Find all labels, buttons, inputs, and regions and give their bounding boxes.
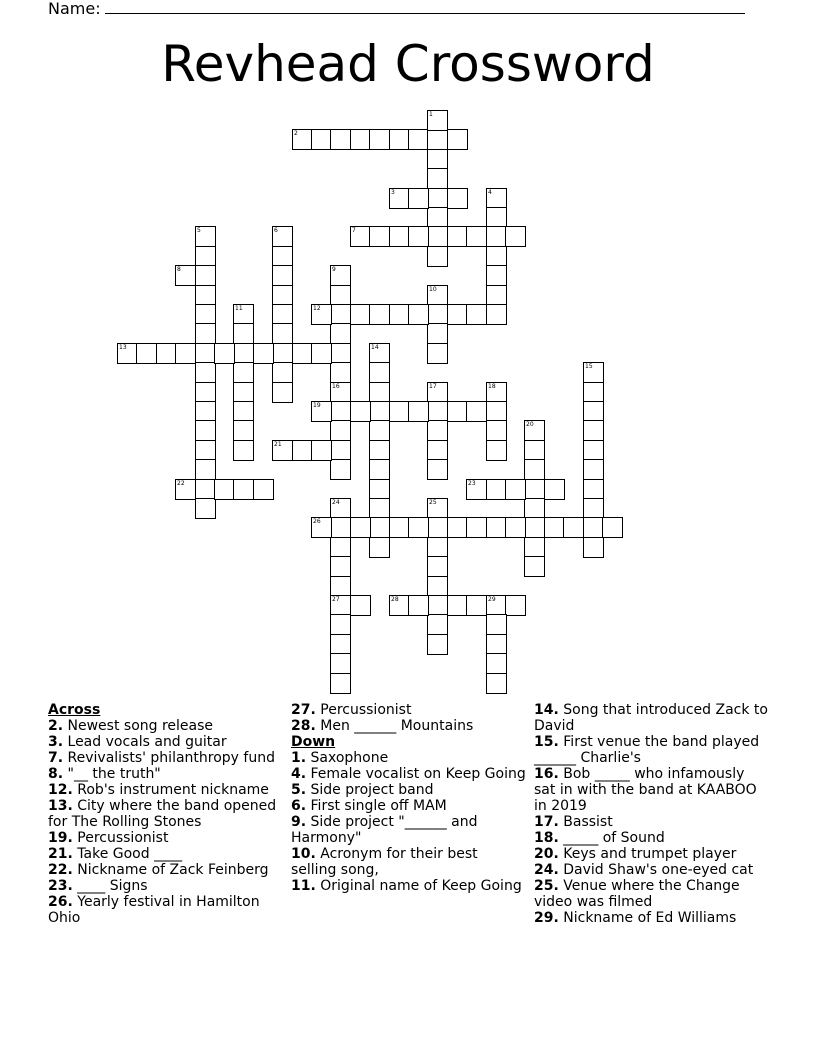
grid-cell[interactable] — [427, 304, 448, 325]
grid-cell[interactable] — [330, 673, 351, 694]
grid-cell[interactable] — [292, 343, 313, 364]
grid-cell[interactable] — [466, 226, 487, 247]
grid-cell[interactable] — [427, 188, 448, 209]
grid-cell[interactable] — [330, 556, 351, 577]
grid-cell[interactable] — [447, 304, 468, 325]
cell-number: 27 — [332, 596, 340, 603]
grid-cell[interactable] — [389, 517, 410, 538]
grid-cell[interactable] — [427, 382, 448, 403]
grid-cell[interactable] — [369, 401, 390, 422]
grid-cell[interactable] — [505, 226, 526, 247]
grid-cell[interactable] — [195, 226, 216, 247]
grid-cell[interactable] — [272, 265, 293, 286]
grid-cell[interactable] — [486, 246, 507, 267]
grid-cell[interactable] — [195, 265, 216, 286]
grid-cell[interactable] — [427, 343, 448, 364]
grid-cell[interactable] — [330, 653, 351, 674]
cell-number: 13 — [119, 344, 127, 351]
cell-number: 25 — [429, 499, 437, 506]
grid-cell[interactable] — [330, 362, 351, 383]
grid-cell[interactable] — [253, 343, 274, 364]
grid-cell[interactable] — [117, 343, 138, 364]
cell-number: 18 — [488, 383, 496, 390]
grid-cell[interactable] — [214, 343, 235, 364]
grid-cell[interactable] — [427, 110, 448, 131]
grid-cell[interactable] — [330, 401, 351, 422]
grid-cell[interactable] — [427, 149, 448, 170]
cell-number: 16 — [332, 383, 340, 390]
grid-cell[interactable] — [583, 420, 604, 441]
grid-cell[interactable] — [447, 188, 468, 209]
clue-down-10: 10. Acronym for their best selling song, — [291, 846, 478, 878]
grid-cell[interactable] — [350, 226, 371, 247]
grid-cell[interactable] — [486, 304, 507, 325]
grid-cell[interactable] — [330, 634, 351, 655]
clue-down-17: 17. Bassist — [534, 814, 613, 830]
clue-across-27: 27. Percussionist — [291, 702, 412, 718]
grid-cell[interactable] — [253, 479, 274, 500]
cell-number: 2 — [294, 130, 298, 137]
clue-down-5: 5. Side project band — [291, 782, 434, 798]
grid-cell[interactable] — [369, 382, 390, 403]
grid-cell[interactable] — [602, 517, 623, 538]
grid-cell[interactable] — [447, 226, 468, 247]
grid-cell[interactable] — [466, 304, 487, 325]
grid-cell[interactable] — [195, 382, 216, 403]
grid-cell[interactable] — [583, 382, 604, 403]
grid-cell[interactable] — [195, 343, 216, 364]
grid-cell[interactable] — [272, 343, 293, 364]
grid-cell[interactable] — [195, 285, 216, 306]
grid-cell[interactable] — [330, 595, 351, 616]
grid-cell[interactable] — [389, 129, 410, 150]
grid-cell[interactable] — [544, 479, 565, 500]
clue-across-3: 3. Lead vocals and guitar — [48, 734, 227, 750]
grid-cell[interactable] — [195, 498, 216, 519]
grid-cell[interactable] — [136, 343, 157, 364]
clue-down-16: 16. Bob _____ who infamously sat in with the band at KAABOO in 2019 — [534, 766, 757, 814]
grid-cell[interactable] — [272, 382, 293, 403]
clue-across-28: 28. Men ______ Mountains — [291, 718, 474, 734]
cell-number: 4 — [488, 189, 492, 196]
grid-cell[interactable] — [330, 576, 351, 597]
grid-cell[interactable] — [427, 576, 448, 597]
grid-cell[interactable] — [272, 226, 293, 247]
grid-cell[interactable] — [175, 479, 196, 500]
clue-across-21: 21. Take Good ____ — [48, 846, 183, 862]
grid-cell[interactable] — [427, 634, 448, 655]
clue-down-14: 14. Song that introduced Zack to David — [534, 702, 768, 734]
clue-down-6: 6. First single off MAM — [291, 798, 447, 814]
grid-cell[interactable] — [233, 420, 254, 441]
grid-cell[interactable] — [486, 265, 507, 286]
down-heading: Down — [291, 734, 336, 750]
grid-cell[interactable] — [369, 226, 390, 247]
grid-cell[interactable] — [369, 517, 390, 538]
grid-cell[interactable] — [195, 440, 216, 461]
clue-down-20: 20. Keys and trumpet player — [534, 846, 737, 862]
clue-across-7: 7. Revivalists' philanthropy fund — [48, 750, 275, 766]
clue-down-11: 11. Original name of Keep Going — [291, 878, 522, 894]
grid-cell[interactable] — [486, 673, 507, 694]
grid-cell[interactable] — [583, 498, 604, 519]
grid-cell[interactable] — [427, 498, 448, 519]
grid-cell[interactable] — [408, 188, 429, 209]
grid-cell[interactable] — [330, 129, 351, 150]
grid-cell[interactable] — [427, 285, 448, 306]
grid-cell[interactable] — [330, 459, 351, 480]
grid-cell[interactable] — [544, 517, 565, 538]
grid-cell[interactable] — [408, 595, 429, 616]
grid-cell[interactable] — [311, 517, 332, 538]
grid-cell[interactable] — [447, 517, 468, 538]
grid-cell[interactable] — [330, 420, 351, 441]
grid-cell[interactable] — [233, 362, 254, 383]
grid-cell[interactable] — [272, 304, 293, 325]
grid-cell[interactable] — [195, 479, 216, 500]
grid-cell[interactable] — [330, 265, 351, 286]
clue-across-2: 2. Newest song release — [48, 718, 214, 734]
grid-cell[interactable] — [389, 401, 410, 422]
grid-cell[interactable] — [195, 304, 216, 325]
grid-cell[interactable] — [408, 401, 429, 422]
grid-cell[interactable] — [505, 517, 526, 538]
clue-column-2 — [291, 702, 527, 894]
grid-cell[interactable] — [292, 129, 313, 150]
grid-cell[interactable] — [583, 517, 604, 538]
grid-cell[interactable] — [272, 285, 293, 306]
grid-cell[interactable] — [311, 401, 332, 422]
grid-cell[interactable] — [175, 343, 196, 364]
grid-cell[interactable] — [427, 246, 448, 267]
grid-cell[interactable] — [427, 595, 448, 616]
grid-cell[interactable] — [427, 459, 448, 480]
grid-cell[interactable] — [272, 246, 293, 267]
grid-cell[interactable] — [350, 304, 371, 325]
grid-cell[interactable] — [233, 440, 254, 461]
grid-cell[interactable] — [330, 614, 351, 635]
grid-cell[interactable] — [486, 226, 507, 247]
cell-number: 11 — [235, 305, 243, 312]
clue-across-8: 8. "__ the truth" — [48, 766, 161, 782]
grid-cell[interactable] — [486, 479, 507, 500]
grid-cell[interactable] — [195, 401, 216, 422]
grid-cell[interactable] — [330, 343, 351, 364]
grid-cell[interactable] — [175, 265, 196, 286]
grid-cell[interactable] — [427, 614, 448, 635]
grid-cell[interactable] — [350, 401, 371, 422]
grid-cell[interactable] — [466, 479, 487, 500]
grid-cell[interactable] — [330, 304, 351, 325]
cell-number: 22 — [177, 480, 185, 487]
grid-cell[interactable] — [233, 401, 254, 422]
grid-cell[interactable] — [427, 129, 448, 150]
grid-cell[interactable] — [369, 343, 390, 364]
grid-cell[interactable] — [389, 226, 410, 247]
grid-cell[interactable] — [330, 498, 351, 519]
clue-across-22: 22. Nickname of Zack Feinberg — [48, 862, 269, 878]
grid-cell[interactable] — [408, 226, 429, 247]
grid-cell[interactable] — [233, 479, 254, 500]
grid-cell[interactable] — [350, 129, 371, 150]
grid-cell[interactable] — [466, 517, 487, 538]
grid-cell[interactable] — [330, 323, 351, 344]
grid-cell[interactable] — [447, 595, 468, 616]
grid-cell[interactable] — [195, 459, 216, 480]
clue-column-3 — [534, 702, 770, 926]
grid-cell[interactable] — [466, 595, 487, 616]
grid-cell[interactable] — [330, 537, 351, 558]
grid-cell[interactable] — [524, 556, 545, 577]
grid-cell[interactable] — [524, 498, 545, 519]
clue-down-29: 29. Nickname of Ed Williams — [534, 910, 737, 926]
cell-number: 14 — [371, 344, 379, 351]
grid-cell[interactable] — [447, 401, 468, 422]
clue-down-1: 1. Saxophone — [291, 750, 389, 766]
cell-number: 3 — [391, 189, 395, 196]
grid-cell[interactable] — [408, 129, 429, 150]
grid-cell[interactable] — [486, 207, 507, 228]
grid-cell[interactable] — [389, 304, 410, 325]
grid-cell[interactable] — [195, 362, 216, 383]
grid-cell[interactable] — [486, 517, 507, 538]
grid-cell[interactable] — [233, 304, 254, 325]
cell-number: 9 — [332, 266, 336, 273]
cell-number: 21 — [274, 441, 282, 448]
grid-cell[interactable] — [233, 343, 254, 364]
cell-number: 5 — [197, 227, 201, 234]
clue-across-12: 12. Rob's instrument nickname — [48, 782, 269, 798]
grid-cell[interactable] — [311, 343, 332, 364]
grid-cell[interactable] — [369, 420, 390, 441]
grid-cell[interactable] — [583, 362, 604, 383]
cell-number: 8 — [177, 266, 181, 273]
grid-cell[interactable] — [486, 653, 507, 674]
cell-number: 1 — [429, 111, 433, 118]
grid-cell[interactable] — [486, 401, 507, 422]
grid-cell[interactable] — [583, 459, 604, 480]
grid-cell[interactable] — [369, 304, 390, 325]
cell-number: 29 — [488, 596, 496, 603]
clue-column-1 — [48, 702, 284, 926]
name-underline[interactable] — [105, 0, 745, 14]
grid-cell[interactable] — [427, 168, 448, 189]
grid-cell[interactable] — [486, 285, 507, 306]
grid-cell[interactable] — [427, 537, 448, 558]
clue-down-18: 18. _____ of Sound — [534, 830, 665, 846]
grid-cell[interactable] — [350, 517, 371, 538]
grid-cell[interactable] — [427, 556, 448, 577]
grid-cell[interactable] — [311, 304, 332, 325]
grid-cell[interactable] — [524, 479, 545, 500]
cell-number: 20 — [526, 421, 534, 428]
grid-cell[interactable] — [524, 420, 545, 441]
cell-number: 7 — [352, 227, 356, 234]
clue-across-23: 23. ____ Signs — [48, 878, 148, 894]
grid-cell[interactable] — [583, 440, 604, 461]
cell-number: 6 — [274, 227, 278, 234]
grid-cell[interactable] — [292, 440, 313, 461]
grid-cell[interactable] — [505, 479, 526, 500]
grid-cell[interactable] — [330, 440, 351, 461]
grid-cell[interactable] — [195, 246, 216, 267]
grid-cell[interactable] — [524, 440, 545, 461]
cell-number: 19 — [313, 402, 321, 409]
grid-cell[interactable] — [195, 323, 216, 344]
clue-across-13: 13. City where the band opened for The Rolling Stones — [48, 798, 277, 830]
clue-down-25: 25. Venue where the Change video was filmed — [534, 878, 740, 910]
grid-cell[interactable] — [563, 517, 584, 538]
cell-number: 12 — [313, 305, 321, 312]
grid-cell[interactable] — [486, 595, 507, 616]
name-field — [48, 0, 745, 18]
grid-cell[interactable] — [447, 129, 468, 150]
grid-cell[interactable] — [505, 595, 526, 616]
grid-cell[interactable] — [369, 498, 390, 519]
grid-cell[interactable] — [486, 420, 507, 441]
grid-cell[interactable] — [330, 382, 351, 403]
grid-cell[interactable] — [233, 382, 254, 403]
grid-cell[interactable] — [486, 440, 507, 461]
across-heading: Across — [48, 702, 101, 718]
grid-cell[interactable] — [408, 517, 429, 538]
grid-cell[interactable] — [427, 323, 448, 344]
grid-cell[interactable] — [369, 362, 390, 383]
clue-down-9: 9. Side project "______ and Harmony" — [291, 814, 478, 846]
grid-cell[interactable] — [486, 188, 507, 209]
grid-cell[interactable] — [486, 634, 507, 655]
clue-across-19: 19. Percussionist — [48, 830, 169, 846]
clue-across-26: 26. Yearly festival in Hamilton Ohio — [48, 894, 260, 926]
clue-down-24: 24. David Shaw's one-eyed cat — [534, 862, 754, 878]
name-label: Name: — [48, 0, 101, 18]
grid-cell[interactable] — [408, 304, 429, 325]
grid-cell[interactable] — [583, 401, 604, 422]
grid-cell[interactable] — [330, 517, 351, 538]
clue-down-15: 15. First venue the band played ______ Charlie's — [534, 734, 760, 766]
grid-cell[interactable] — [214, 479, 235, 500]
grid-cell[interactable] — [272, 323, 293, 344]
grid-cell[interactable] — [524, 459, 545, 480]
grid-cell[interactable] — [156, 343, 177, 364]
grid-cell[interactable] — [427, 517, 448, 538]
cell-number: 26 — [313, 518, 321, 525]
grid-cell[interactable] — [524, 517, 545, 538]
grid-cell[interactable] — [330, 285, 351, 306]
grid-cell[interactable] — [350, 595, 371, 616]
grid-cell[interactable] — [311, 440, 332, 461]
grid-cell[interactable] — [486, 614, 507, 635]
page-title: Revhead Crossword — [161, 35, 655, 93]
grid-cell[interactable] — [486, 382, 507, 403]
grid-cell[interactable] — [389, 595, 410, 616]
grid-cell[interactable] — [427, 207, 448, 228]
grid-cell[interactable] — [389, 188, 410, 209]
grid-cell[interactable] — [369, 459, 390, 480]
cell-number: 23 — [468, 480, 476, 487]
grid-cell[interactable] — [272, 362, 293, 383]
grid-cell[interactable] — [427, 420, 448, 441]
grid-cell[interactable] — [369, 440, 390, 461]
cell-number: 24 — [332, 499, 340, 506]
cell-number: 15 — [585, 363, 593, 370]
grid-cell[interactable] — [466, 401, 487, 422]
grid-cell[interactable] — [272, 440, 293, 461]
grid-cell[interactable] — [369, 479, 390, 500]
grid-cell[interactable] — [427, 440, 448, 461]
clue-down-4: 4. Female vocalist on Keep Going — [291, 766, 526, 782]
grid-cell[interactable] — [369, 129, 390, 150]
cell-number: 10 — [429, 286, 437, 293]
grid-cell[interactable] — [311, 129, 332, 150]
grid-cell[interactable] — [583, 479, 604, 500]
grid-cell[interactable] — [233, 323, 254, 344]
grid-cell[interactable] — [427, 401, 448, 422]
cell-number: 17 — [429, 383, 437, 390]
cell-number: 28 — [391, 596, 399, 603]
grid-cell[interactable] — [583, 537, 604, 558]
grid-cell[interactable] — [195, 420, 216, 441]
grid-cell[interactable] — [369, 537, 390, 558]
grid-cell[interactable] — [524, 537, 545, 558]
grid-cell[interactable] — [427, 226, 448, 247]
